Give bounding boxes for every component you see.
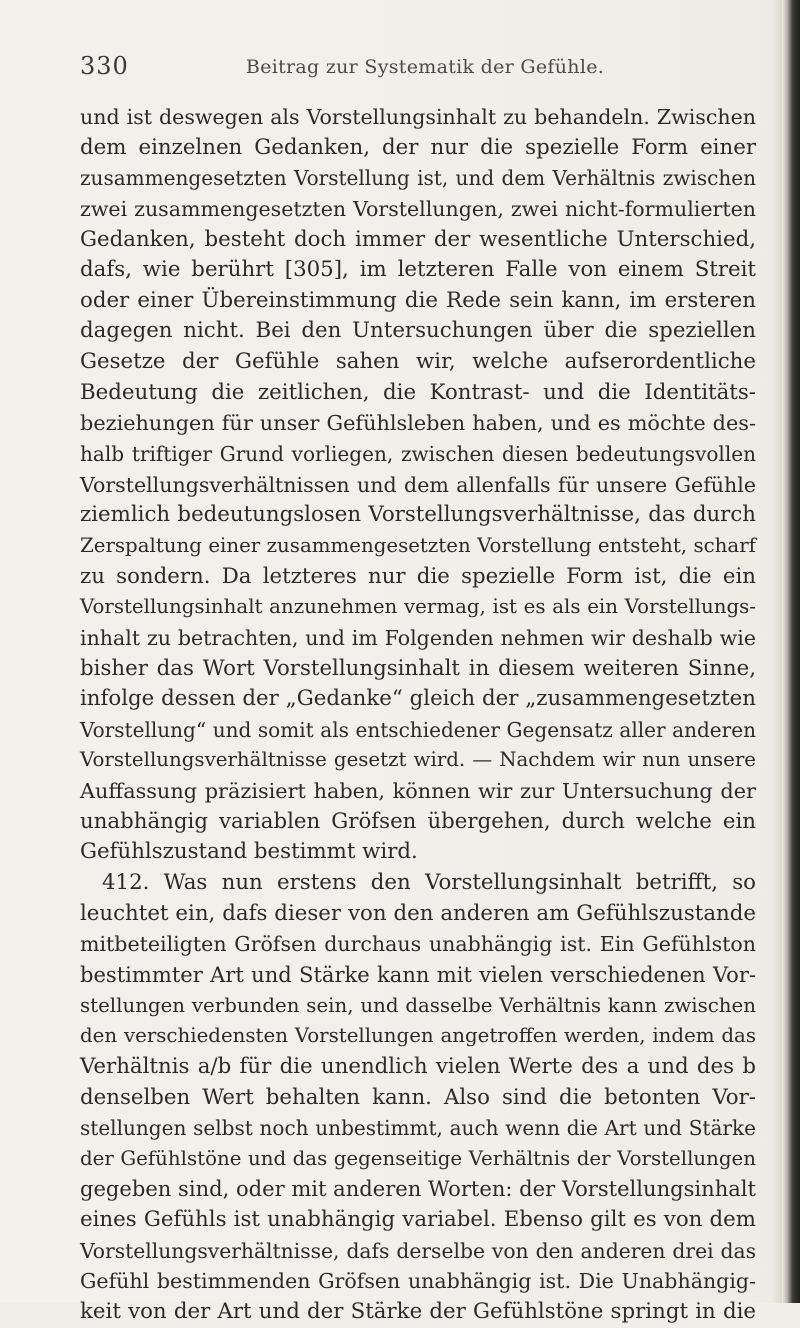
text-line: und ist deswegen als Vorstellungsinhalt zu behandeln. Zwischen [80, 105, 756, 129]
text-line: dafs, wie berührt [305], im letzteren Falle von einem Streit [80, 257, 756, 283]
text-line: den verschiedensten Vorstellungen angetroffen werden, indem das [80, 1024, 756, 1048]
text-line: Verhältnis a/b für die unendlich vielen Werte des a und des b [80, 1053, 756, 1079]
text-line: zwei zusammengesetzten Vorstellungen, zwei nicht-formulierten [80, 196, 756, 221]
text-line: mitbeteiligten Gröfsen durchaus unabhängig ist. Ein Gefühlston [80, 932, 756, 957]
text-line: bestimmter Art und Stärke kann mit vielen verschiedenen Vor- [80, 961, 756, 987]
text-line: stellungen selbst noch unbestimmt, auch wenn die Art und Stärke [80, 1116, 756, 1141]
text-line: zusammengesetzten Vorstellung ist, und dem Verhältnis zwischen [80, 166, 756, 191]
text-line: der Gefühlstöne und das gegenseitige Verhältnis der Vorstellungen [80, 1146, 756, 1170]
text-line: Vorstellungsverhältnissen und dem allenfalls für unsere Gefühle [80, 472, 756, 497]
text-line: Gefühlszustand bestimmt wird. [80, 839, 418, 865]
text-line: keit von der Art und der Stärke der Gefühlstöne springt in die [80, 1298, 756, 1324]
text-line: Vorstellung“ und somit als entschiedener Gegensatz aller anderen [80, 717, 756, 742]
text-line: Bedeutung die zeitlichen, die Kontrast- und die Identitäts- [80, 379, 756, 405]
text-line: oder einer Übereinstimmung die Rede sein kann, im ersteren [80, 287, 756, 313]
page-header [80, 52, 770, 82]
text-line: Auffassung präzisiert haben, können wir zur Untersuchung der [80, 779, 756, 804]
text-line: dagegen nicht. Bei den Untersuchungen über die speziellen [80, 318, 756, 344]
text-line: zu sondern. Da letzteres nur die spezielle Form ist, die ein [80, 563, 756, 589]
text-line: Gedanken, besteht doch immer der wesentliche Unterschied, [80, 226, 756, 252]
body-text [80, 102, 756, 1328]
text-line: Vorstellungsverhältnisse, dafs derselbe von den anderen drei das [80, 1238, 756, 1263]
text-line: halb triftiger Grund vorliegen, zwischen diesen bedeutungsvollen [80, 442, 756, 467]
text-line: eines Gefühls ist unabhängig variabel. Ebenso gilt es von dem [80, 1207, 756, 1233]
book-edge [782, 0, 800, 1303]
text-line: leuchtet ein, dafs dieser von den anderen am Gefühlszustande [80, 900, 756, 926]
text-line: ziemlich bedeutungslosen Vorstellungsverhältnisse, das durch [80, 502, 756, 528]
page-edge-shadow [772, 0, 782, 1303]
running-head: Beitrag zur Systematik der Gefühle. [245, 56, 605, 78]
text-line: Zerspaltung einer zusammengesetzten Vorstellung entsteht, scharf [80, 533, 756, 557]
text-line: gegeben sind, oder mit anderen Worten: der Vorstellungsinhalt [80, 1176, 756, 1202]
text-line: infolge dessen der „Gedanke“ gleich der „zusammengesetzten [80, 686, 756, 712]
text-line: stellungen verbunden sein, und dasselbe Verhältnis kann zwischen [80, 993, 756, 1017]
text-line: inhalt zu betrachten, und im Folgenden nehmen wir deshalb wie [80, 625, 756, 650]
text-line: Vorstellungsverhältnisse gesetzt wird. — Nachdem wir nun unsere [80, 748, 756, 772]
text-line: beziehungen für unser Gefühlsleben haben, und es möchte des- [80, 411, 756, 436]
text-line: denselben Wert behalten kann. Also sind die betonten Vor- [80, 1084, 756, 1110]
text-line: Vorstellungsinhalt anzunehmen vermag, ist es als ein Vorstellungs- [80, 595, 756, 619]
page-number: 330 [80, 52, 129, 80]
text-line: unabhängig variablen Gröfsen übergehen, durch welche ein [80, 808, 756, 834]
text-line: dem einzelnen Gedanken, der nur die spezielle Form einer [80, 134, 756, 160]
text-line: Gefühl bestimmenden Gröfsen unabhängig ist. Die Unabhängig- [80, 1269, 756, 1294]
text-line: Gesetze der Gefühle sahen wir, welche aufserordentliche [80, 349, 756, 375]
paragraph-start-line: 412. Was nun erstens den Vorstellungsinhalt betrifft, so [102, 870, 756, 896]
text-line: bisher das Wort Vorstellungsinhalt in diesem weiteren Sinne, [80, 655, 756, 681]
